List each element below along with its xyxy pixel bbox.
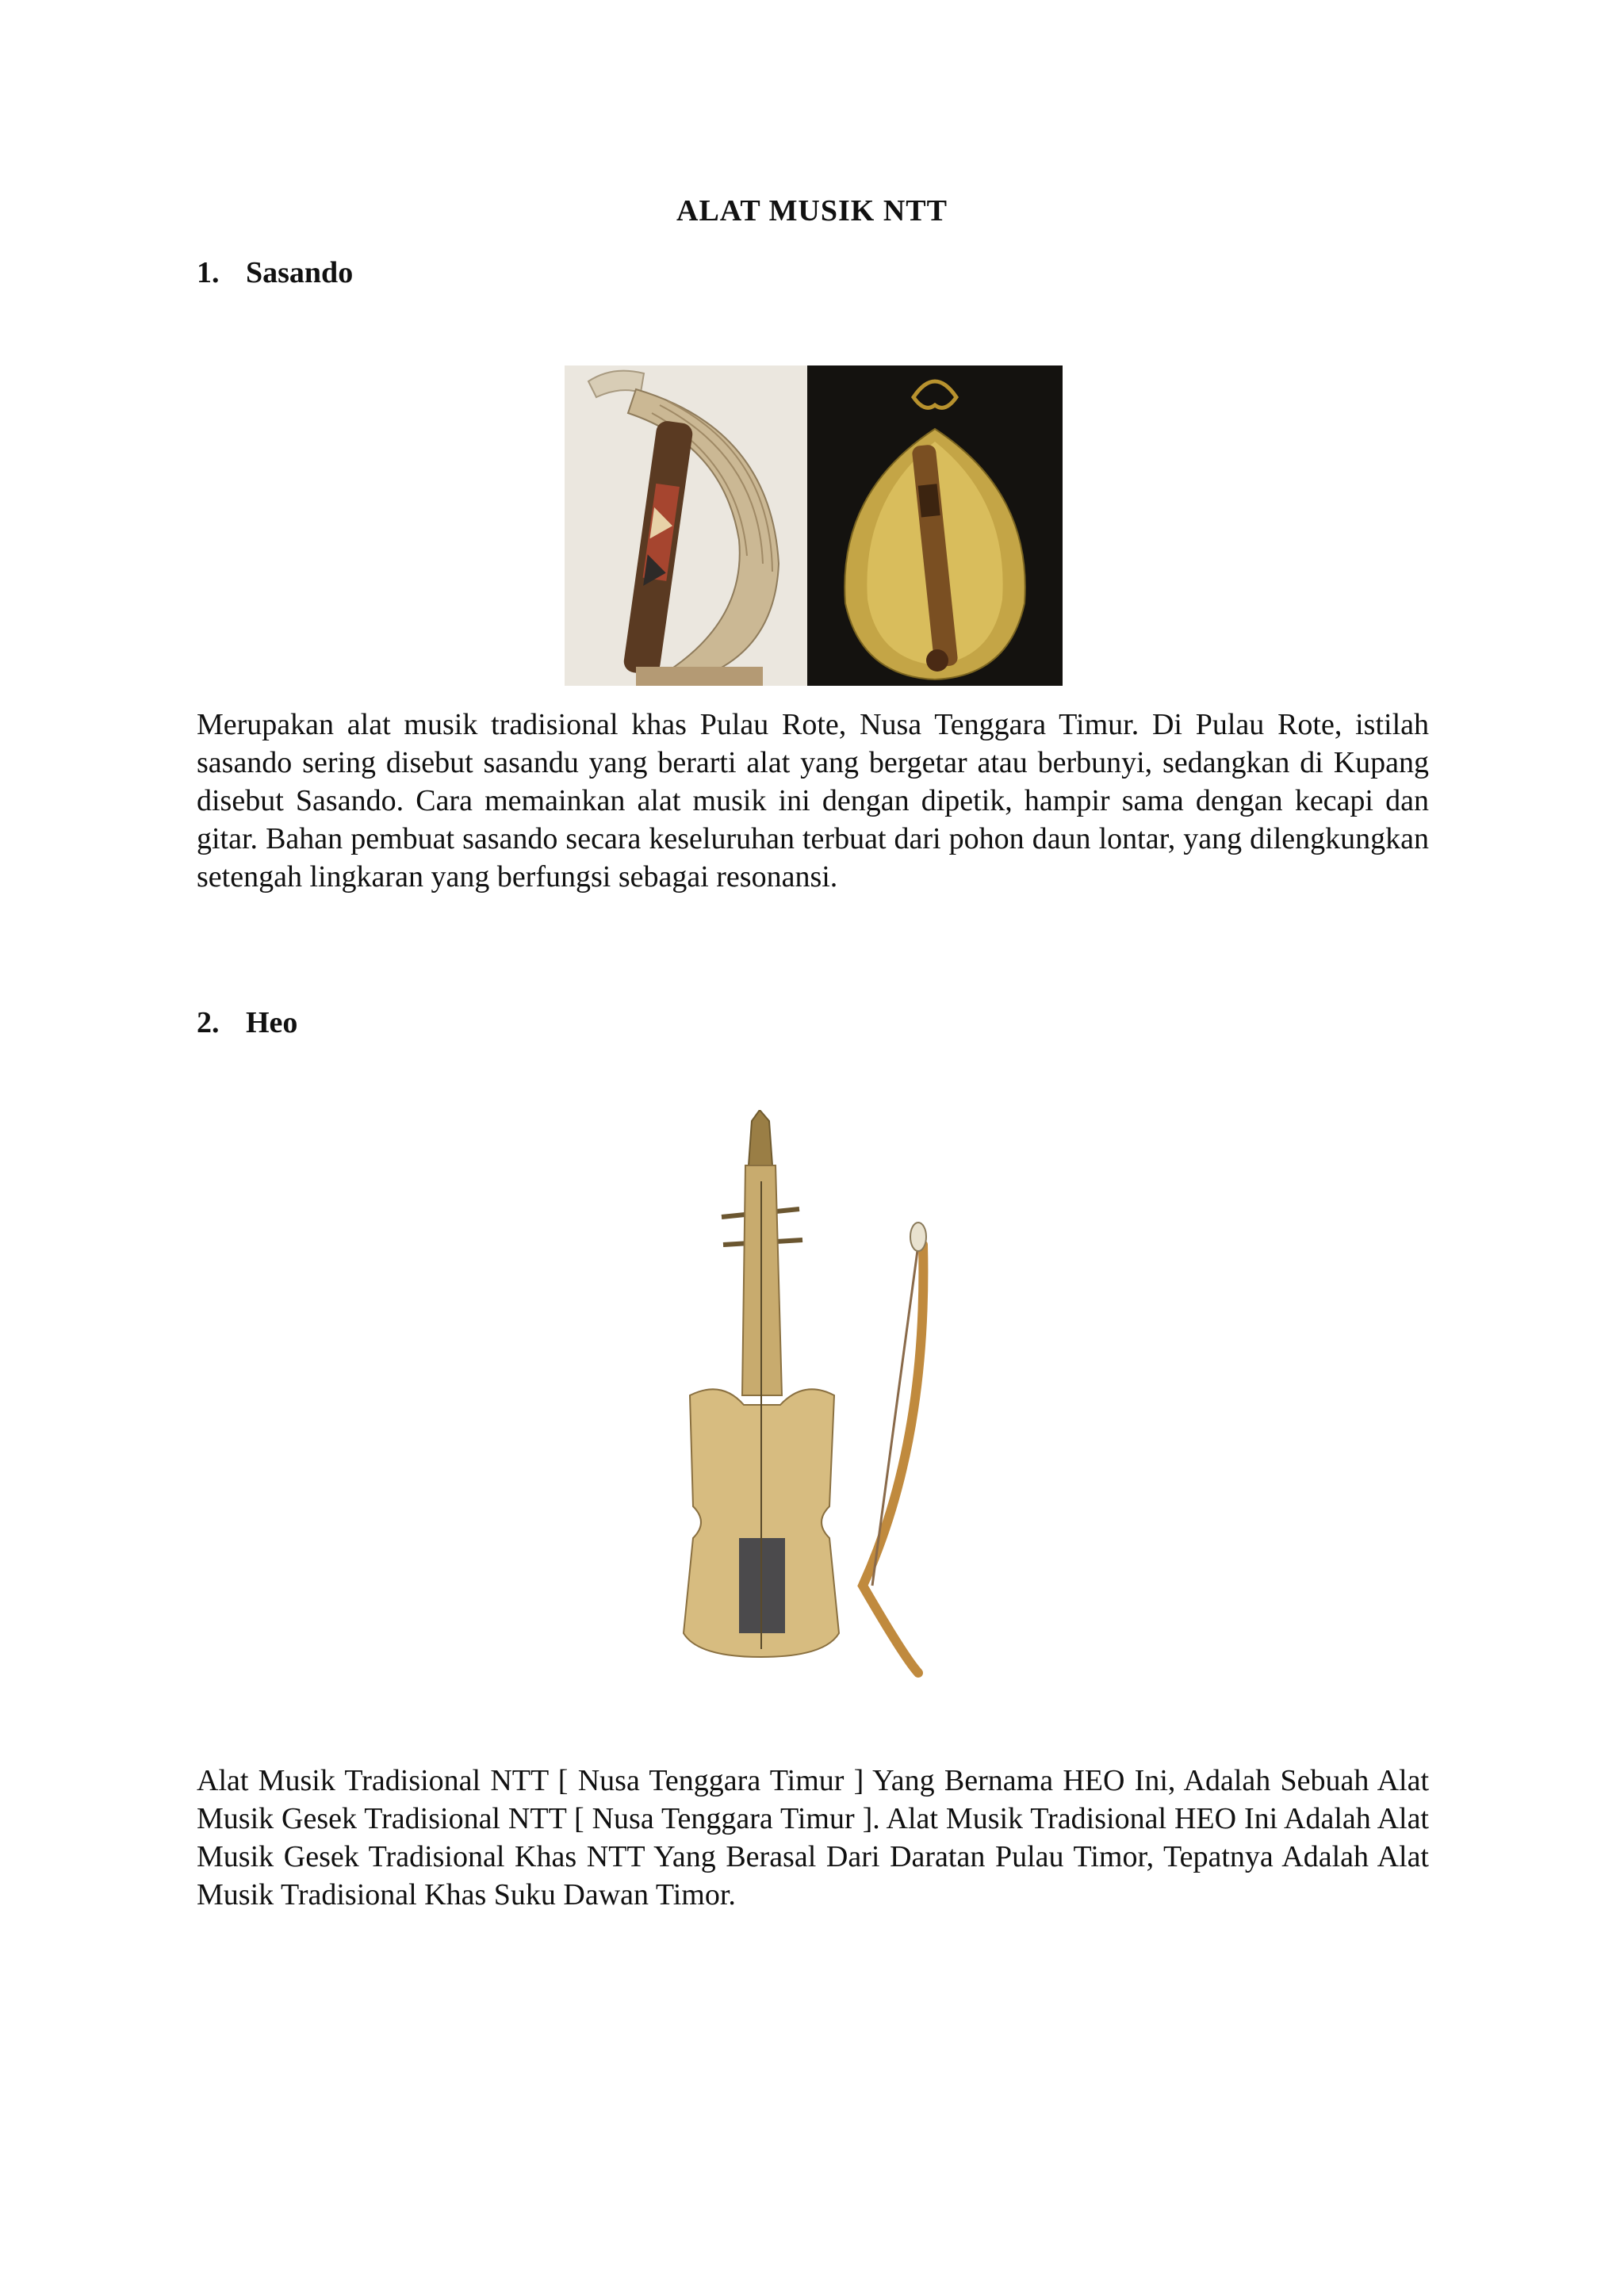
section-number: 2. bbox=[197, 1006, 220, 1039]
document-title: ALAT MUSIK NTT bbox=[676, 194, 948, 228]
section-heading-heo bbox=[197, 1005, 297, 1040]
section-heading-sasando bbox=[197, 255, 353, 290]
sasando-description: Merupakan alat musik tradisional khas Pulau Rote, Nusa Tenggara Timur. Di Pulau Rote, istilah sasando sering disebut sasandu yang berarti alat yang bergetar atau berbunyi, sedangkan di Kupang disebut Sasando. Cara memainkan alat musik ini dengan dipetik, hampir sama dengan kecapi dan gitar. Bahan pembuat sasando secara keseluruhan terbuat dari pohon daun lontar, yang dilengkungkan setengah lingkaran yang berfungsi sebagai resonansi. bbox=[197, 708, 1429, 894]
section-title: Sasando bbox=[246, 256, 354, 289]
section-number: 1. bbox=[197, 256, 220, 289]
sasando-illustration bbox=[565, 365, 1063, 686]
section-title: Heo bbox=[246, 1006, 298, 1039]
heo-image bbox=[666, 1110, 959, 1697]
heo-description: Alat Musik Tradisional NTT [ Nusa Tenggara Timur ] Yang Bernama HEO Ini, Adalah Sebuah Alat Musik Gesek Tradisional NTT [ Nusa Tenggara Timur ]. Alat Musik Tradisional HEO Ini Adalah Alat Musik Gesek Tradisional Khas NTT Yang Berasal Dari Daratan Pulau Timor, Tepatnya Adalah Alat Musik Tradisional Khas Suku Dawan Timor. bbox=[197, 1764, 1429, 1911]
heo-illustration bbox=[666, 1110, 959, 1697]
sasando-image bbox=[565, 365, 1063, 686]
